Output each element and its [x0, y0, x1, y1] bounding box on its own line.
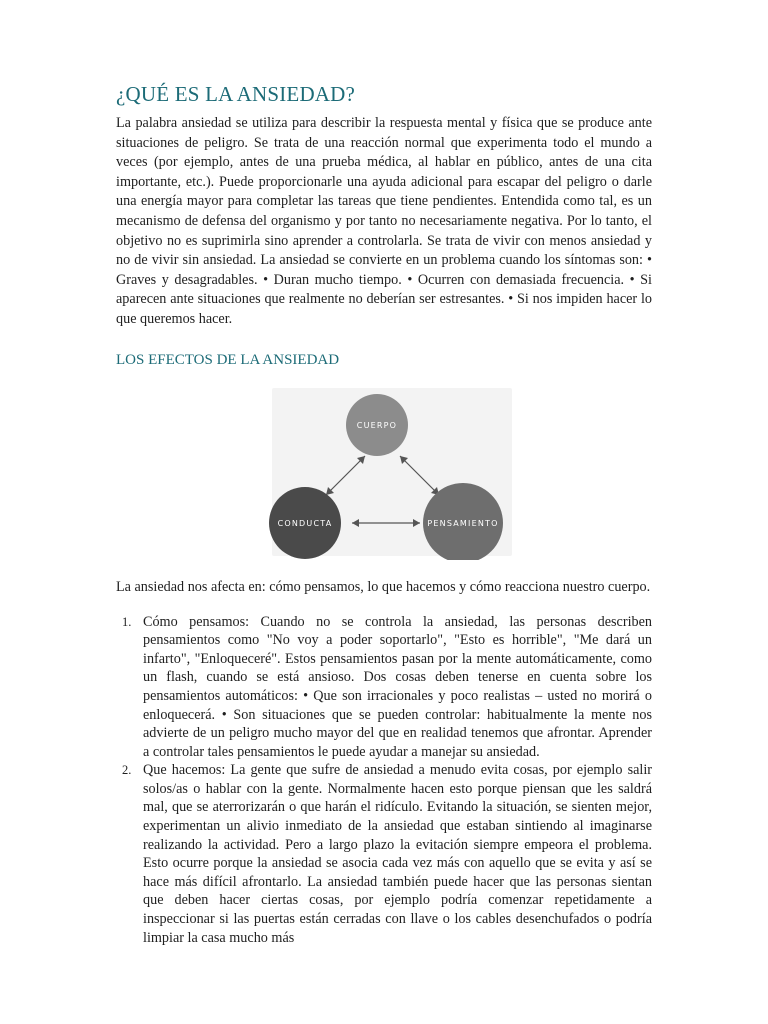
page-content	[116, 82, 652, 947]
intro-paragraph: La palabra ansiedad se utiliza para describir la respuesta mental y física que se produce ante situaciones de peligro. Se trata de una reacción normal que experimenta todo el mundo a veces (por ejemplo, antes de una prueba médica, al hablar en público, antes de una cita importante, etc.). Puede proporcionarle una ayuda adicional para escapar del peligro o darle una energía mayor para completar las tareas que tiene pendientes. Entendida como tal, es un mecanismo de defensa del organismo y por tanto no necesariamente negativa. Por lo tanto, el objetivo no es suprimirla sino aprender a controlarla. Se trata de vivir con menos ansiedad y no de vivir sin ansiedad. La ansiedad se convierte en un problema cuando los síntomas son: • Graves y desagradables. • Duran mucho tiempo. • Ocurren con demasiada frecuencia. • Si aparecen ante situaciones que realmente no deberían ser estresantes. • Si nos impiden hacer lo que queremos hacer.	[116, 115, 652, 327]
node-cuerpo-label: CUERPO	[356, 420, 398, 430]
list-item-text: Cómo pensamos: Cuando no se controla la ansiedad, las personas describen pensamientos como "No voy a poder soportarlo", "Esto es horrible", "Me dará un infarto", "Enloqueceré". Estos pensamientos pasan por la mente automáticamente, como un flash, cuando se está ansioso. Dos cosas deben tenerse en cuenta sobre los pensamientos automáticos: • Que son irracionales y poco realistas – usted no morirá o enloquecerá. • Son situaciones que se pueden controlar: habitualmente la mente nos advierte de un peligro mucho mayor del que en realidad tenemos que afrontar. Aprender a controlar tales pensamientos le puede ayudar a manejar su ansiedad.	[143, 613, 652, 760]
list-item	[116, 761, 652, 947]
section-title: LOS EFECTOS DE LA ANSIEDAD	[116, 351, 340, 368]
list-item	[116, 613, 652, 762]
page-title: ¿QUÉ ES LA ANSIEDAD?	[116, 82, 356, 106]
anxiety-effects-diagram	[116, 380, 652, 560]
list-item-number: 1.	[122, 614, 132, 629]
node-conducta-label: CONDUCTA	[277, 518, 333, 528]
list-item-text: Que hacemos: La gente que sufre de ansiedad a menudo evita cosas, por ejemplo salir solos/as o hablar con la gente. Normalmente hacen esto porque piensan que les saldrá mal, que se aterrorizarán o que harán el ridículo. Evitando la situación, se sienten mejor, experimentan un alivio inmediato de la ansiedad que estaban sintiendo al imaginarse realizando la actividad. Pero a largo plazo la evitación siempre empeora el problema. Esto ocurre porque la ansiedad se asocia cada vez más con aquello que se evita y así se hace más difícil afrontarlo. La ansiedad también puede hacer que las personas sientan que deben hacer ciertas cosas, por ejemplo podría comenzar repetidamente a inspeccionar si las puertas están cerradas con llave o los cables desenchufados o podría limpiar la casa mucho más	[143, 762, 652, 946]
list-item-number: 2.	[122, 763, 132, 778]
node-pensamiento-label: PENSAMIENTO	[427, 518, 499, 528]
effects-list	[116, 613, 652, 948]
effects-intro: La ansiedad nos afecta en: cómo pensamos, lo que hacemos y cómo reacciona nuestro cuerpo.	[116, 578, 651, 595]
